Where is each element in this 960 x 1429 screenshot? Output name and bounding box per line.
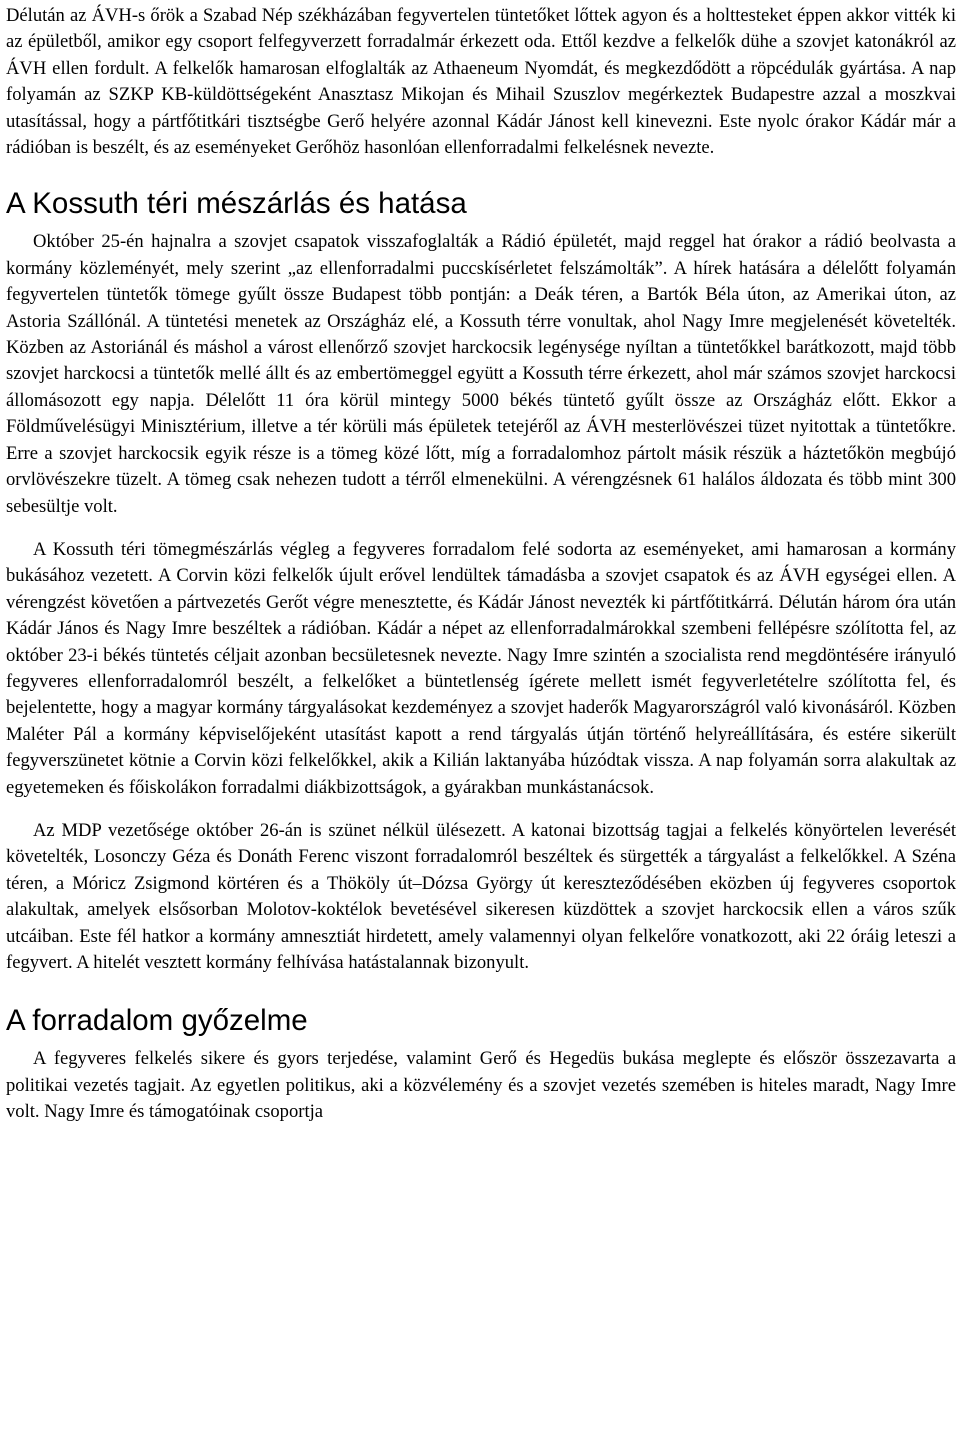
paragraph-kossuth-2: A Kossuth téri tömegmészárlás végleg a fegyveres forradalom felé sodorta az eseményeket, ami hamarosan a kormány bukásához vezetett. A Corvin közi felkelők újult erővel lendültek támadásba a szovjet csapatok és az ÁVH egységei ellen. A vérengzést követően a pártvezetés Gerőt végre menesztette, és Kádár Jánost nevezték ki pártfőtitkárrá. Délután három óra után Kádár János és Nagy Imre beszéltek a rádióban. Kádár a népet az ellenforradalmárokkal szembeni fellépésre szólította fel, az október 23-i békés tüntetés céljait azonban becsületesnek nevezte. Nagy Imre szintén a szocialista rend megdöntésére irányuló fegyveres ellenforradalomról beszélt, a felkelőket a büntetlenség ígérete mellett ismét fegyverletételre szólította fel, és bejelentette, hogy a magyar kormány tárgyalásokat kezdeményez a szovjet haderők Magyarországról való kivonásáról. Közben Maléter Pál a kormány képviselőjeként utasítást kapott a rend tárgyalás útján történő helyreállítására, és estére sikerült fegyverszünetet kötnie a Corvin közi felkelőkkel, akik a Kilián laktanyába húzódtak vissza. A nap folyamán sorra alakultak az egyetemeken és főiskolákon forradalmi diákbizottságok, a gyárakban munkástanácsok.	[6, 538, 956, 798]
paragraph-victory-1: A fegyveres felkelés sikere és gyors terjedése, valamint Gerő és Hegedüs bukása meglepte és először összezavarta a politikai vezetés tagjait. Az egyetlen politikus, aki a közvélemény és a szovjet vezetés szemében is hiteles maradt, Nagy Imre volt. Nagy Imre és támogatóinak csoportja	[6, 1048, 956, 1123]
intro-paragraph: Délután az ÁVH-s őrök a Szabad Nép székházában fegyvertelen tüntetőket lőttek agyon és a holttesteket éppen akkor vitték ki az épületből, amikor egy csoport felfegyverzett forradalmár érkezett oda. Ettől kezdve a felkelők dühe a szovjet katonákról az ÁVH ellen fordult. A felkelők hamarosan elfoglalták az Athaeneum Nyomdát, és megkezdődött a röpcédulák gyártása. A nap folyamán az SZKP KB-küldöttségeként Anasztasz Mikojan és Mihail Szuszlov megérkeztek Budapestre azzal a moszkvai utasítással, hogy a pártfőtitkári tisztségbe Gerő helyére azonnal Kádár Jánost kell kinevezni. Este nyolc órakor Kádár már a rádióban is beszélt, és az eseményeket Gerőhöz hasonlóan ellenforradalmi felkelésnek nevezte.	[6, 5, 956, 159]
section-heading-revolution-victory: A forradalom győzelme	[6, 1004, 308, 1038]
section-heading-kossuth-massacre: A Kossuth téri mészárlás és hatása	[6, 187, 467, 221]
document-page	[6, 3, 956, 1126]
paragraph-kossuth-3: Az MDP vezetősége október 26-án is szünet nélkül ülésezett. A katonai bizottság tagjai a felkelés könyörtelen leverését követelték, Losonczy Géza és Donáth Ferenc viszont forradalomról beszéltek és sürgették a tárgyalást a felkelőkkel. A Széna téren, a Móricz Zsigmond körtéren és a Thököly út–Dózsa György út kereszteződésében eközben új fegyveres csoportok alakultak, amelyek elsősorban Molotov-koktélok bevetésével sikeresen küzdöttek a szovjet harckocsik ellen a város szűk utcáiban. Este fél hatkor a kormány amnesztiát hirdetett, amely valamennyi olyan felkelőre vonatkozott, aki 22 óráig leteszi a fegyvert. A hitelét vesztett kormány felhívása hatástalannak bizonyult.	[6, 819, 956, 973]
paragraph-kossuth-1: Október 25-én hajnalra a szovjet csapatok visszafoglalták a Rádió épületét, majd reggel hat órakor a rádió beolvasta a kormány közleményét, mely szerint „az ellenforradalmi puccskísérletet felszámolták”. A hírek hatására a délelőtt folyamán fegyvertelen tüntetők tömege gyűlt össze Budapest több pontján: a Deák téren, a Bartók Béla úton, az Amerikai úton, az Astoria Szállónál. A tüntetési menetek az Országház elé, a Kossuth térre vonultak, ahol Nagy Imre megjelenését követelték. Közben az Astoriánál és máshol a várost ellenőrző szovjet harckocsik legénysége nyíltan a tüntetőkkel barátkozott, majd több szovjet harckocsi a tüntetők mellé állt és az embertömeggel együtt a Kossuth térre érkezett, ahol már számos szovjet harckocsi állomásozott egy napja. Délelőtt 11 óra körül mintegy 5000 békés tüntető gyűlt össze az Országház előtt. Ekkor a Földművelésügyi Minisztérium, illetve a tér körüli más épületek tetejéről az ÁVH mesterlövészei tüzet nyitottak a tüntetőkre. Erre a szovjet harckocsik egyik része is a tömeg közé lőtt, míg a forradalomhoz pártolt másik részük a háztetőkön megbújó orvlövészekre tüzelt. A tömeg csak nehezen tudott a térről elmenekülni. A vérengzésnek 61 halálos áldozata és több mint 300 sebesültje volt.	[6, 231, 956, 517]
